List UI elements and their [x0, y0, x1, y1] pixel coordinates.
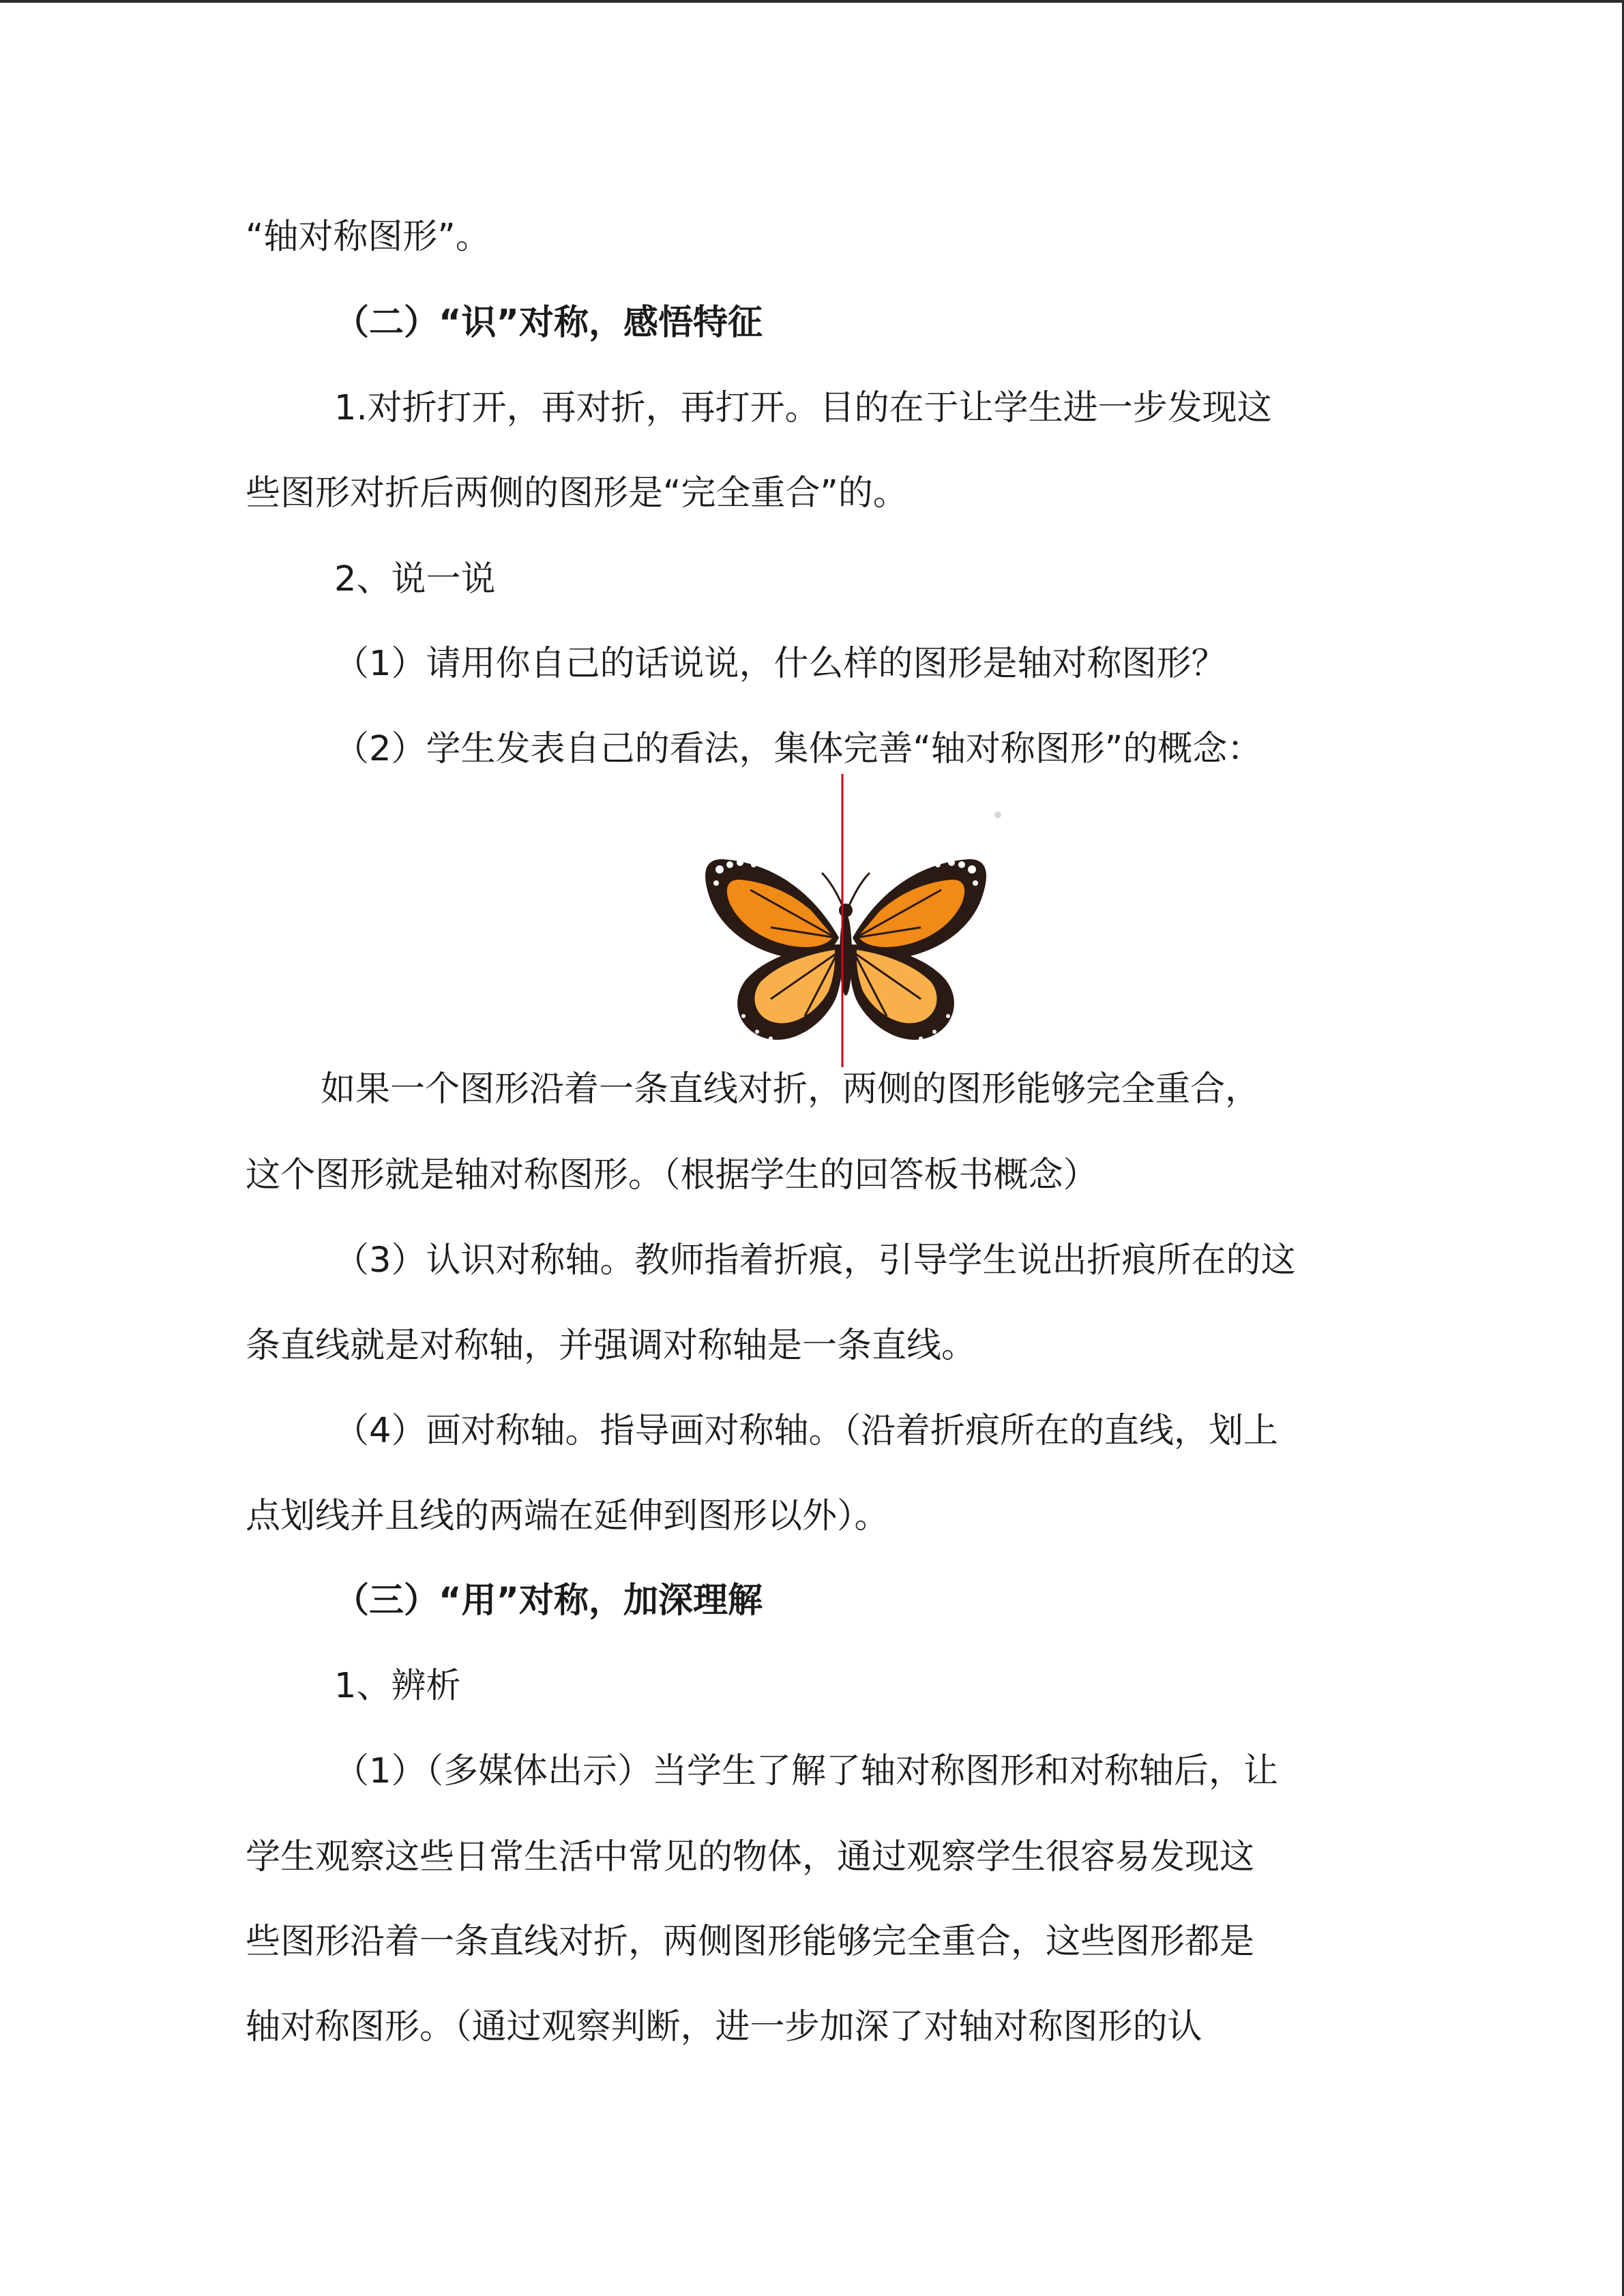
text-line-3: 1.对折打开，再对折，再打开。目的在于让学生进一步发现这 [334, 388, 1272, 428]
text-line-16: （1）（多媒体出示）当学生了解了轴对称图形和对称轴后，让 [334, 1751, 1278, 1791]
page-border-top [0, 0, 1624, 3]
text-line-1: “轴对称图形”。 [246, 217, 490, 257]
section-heading-2: （二）“识”对称，感悟特征 [334, 303, 763, 343]
section-heading-3: （三）“用”对称，加深理解 [334, 1581, 763, 1621]
text-line-15: 1、辨析 [334, 1666, 461, 1706]
text-line-5: 2、说一说 [334, 559, 496, 599]
butterfly-icon [689, 774, 1003, 1067]
text-line-17: 学生观察这些日常生活中常见的物体，通过观察学生很容易发现这 [246, 1837, 1255, 1877]
text-line-9: 这个图形就是轴对称图形。（根据学生的回答板书概念） [246, 1155, 1098, 1195]
text-line-8: 如果一个图形沿着一条直线对折，两侧的图形能够完全重合， [321, 1069, 1260, 1109]
text-line-4: 些图形对折后两侧的图形是“完全重合”的。 [246, 473, 908, 513]
text-line-12: （4）画对称轴。指导画对称轴。（沿着折痕所在的直线，划上 [334, 1411, 1278, 1451]
text-line-11: 条直线就是对称轴，并强调对称轴是一条直线。 [246, 1326, 977, 1366]
text-line-6: （1）请用你自己的话说说，什么样的图形是轴对称图形？ [334, 644, 1226, 684]
text-line-13: 点划线并且线的两端在延伸到图形以外）。 [246, 1496, 889, 1536]
text-line-18: 些图形沿着一条直线对折，两侧图形能够完全重合，这些图形都是 [246, 1922, 1255, 1962]
text-line-19: 轴对称图形。（通过观察判断，进一步加深了对轴对称图形的认 [246, 2007, 1202, 2047]
text-line-7: （2）学生发表自己的看法，集体完善“轴对称图形”的概念： [334, 729, 1263, 769]
butterfly-figure [689, 774, 1003, 1067]
scan-dot [994, 811, 1001, 818]
text-line-10: （3）认识对称轴。教师指着折痕，引导学生说出折痕所在的这 [334, 1240, 1296, 1281]
